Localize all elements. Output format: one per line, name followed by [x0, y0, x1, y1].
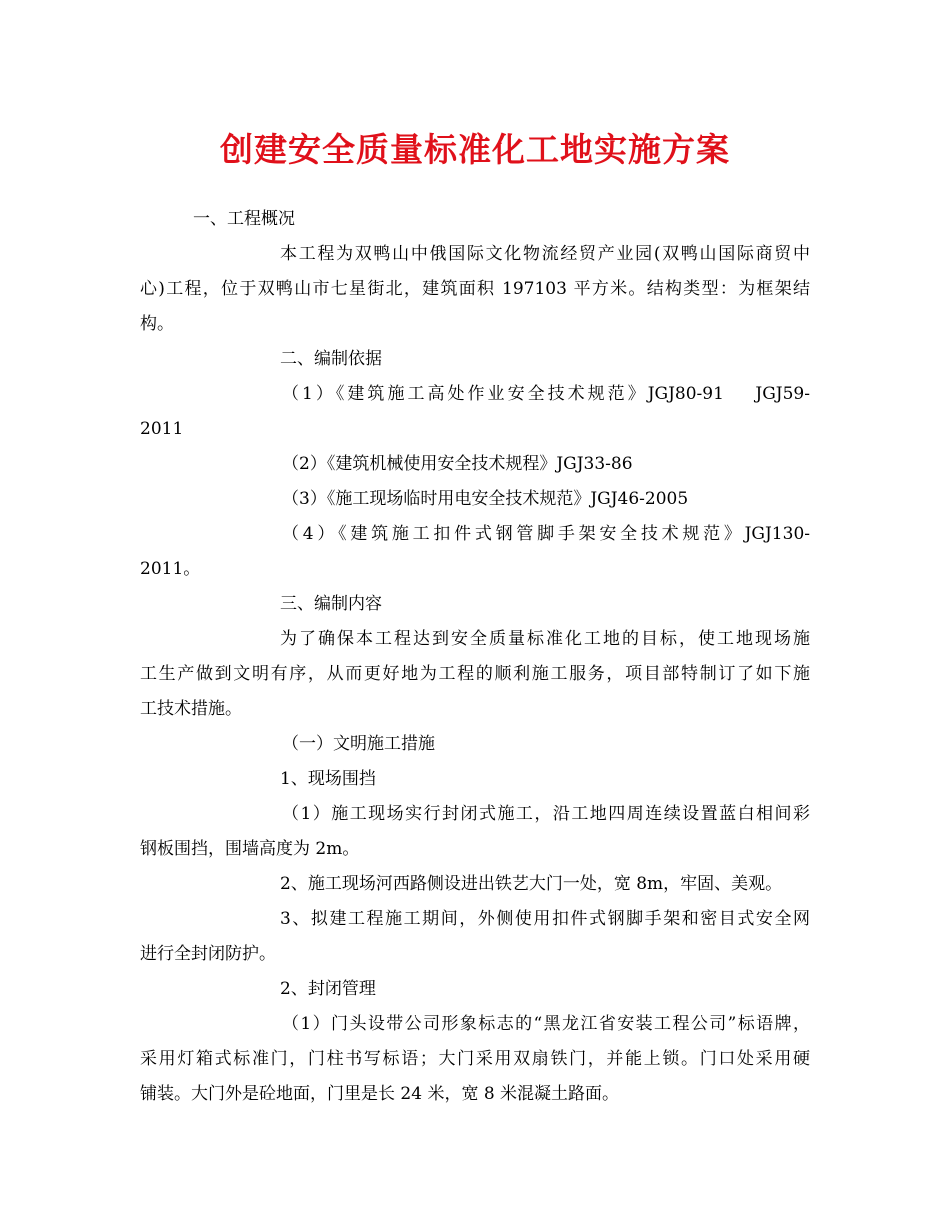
list-item-continuation: 2011	[140, 419, 184, 439]
item-heading: 1、现场围挡	[280, 769, 376, 789]
document-title: 创建安全质量标准化工地实施方案	[220, 130, 730, 169]
paragraph-line: 进行全封闭防护。	[140, 944, 276, 964]
section-heading-overview: 一、工程概况	[193, 209, 295, 229]
paragraph-line: （1）施工现场实行封闭式施工，沿工地四周连续设置蓝白相间彩	[282, 804, 810, 824]
paragraph-line: 2、施工现场河西路侧设进出铁艺大门一处，宽 8m，牢固、美观。	[280, 874, 783, 894]
paragraph-line: 本工程为双鸭山中俄国际文化物流经贸产业园(双鸭山国际商贸中	[280, 244, 810, 264]
paragraph-line: 工生产做到文明有序，从而更好地为工程的顺利施工服务，项目部特制订了如下施	[140, 664, 810, 684]
section-heading-basis: 二、编制依据	[280, 349, 382, 369]
list-item: （3）《施工现场临时用电安全技术规范》JGJ46-2005	[282, 489, 689, 509]
paragraph-line: 铺装。大门外是砼地面，门里是长 24 米，宽 8 米混凝土路面。	[140, 1084, 620, 1104]
paragraph-line: 心)工程，位于双鸭山市七星街北，建筑面积 197103 平方米。结构类型：为框架结	[140, 279, 810, 299]
list-item: （4）《建筑施工扣件式钢管脚手架安全技术规范》JGJ130-	[282, 524, 810, 544]
list-item: （2）《建筑机械使用安全技术规程》JGJ33-86	[282, 454, 633, 474]
paragraph-line: 工技术措施。	[140, 699, 242, 719]
subsection-heading: （一）文明施工措施	[282, 734, 435, 754]
paragraph-line: 构。	[140, 314, 174, 334]
paragraph-line: （1）门头设带公司形象标志的“黑龙江省安装工程公司”标语牌，	[282, 1014, 810, 1034]
list-item: （1）《建筑施工高处作业安全技术规范》JGJ80-91 JGJ59-	[282, 384, 810, 404]
paragraph-line: 3、拟建工程施工期间，外侧使用扣件式钢脚手架和密目式安全网	[280, 909, 810, 929]
item-heading: 2、封闭管理	[280, 979, 376, 999]
paragraph-line: 采用灯箱式标准门，门柱书写标语；大门采用双扇铁门，并能上锁。门口处采用硬	[140, 1049, 810, 1069]
section-heading-content: 三、编制内容	[280, 594, 382, 614]
paragraph-line: 为了确保本工程达到安全质量标准化工地的目标，使工地现场施	[280, 629, 810, 649]
list-item-continuation: 2011。	[140, 559, 201, 579]
paragraph-line: 钢板围挡，围墙高度为 2m。	[140, 839, 360, 859]
